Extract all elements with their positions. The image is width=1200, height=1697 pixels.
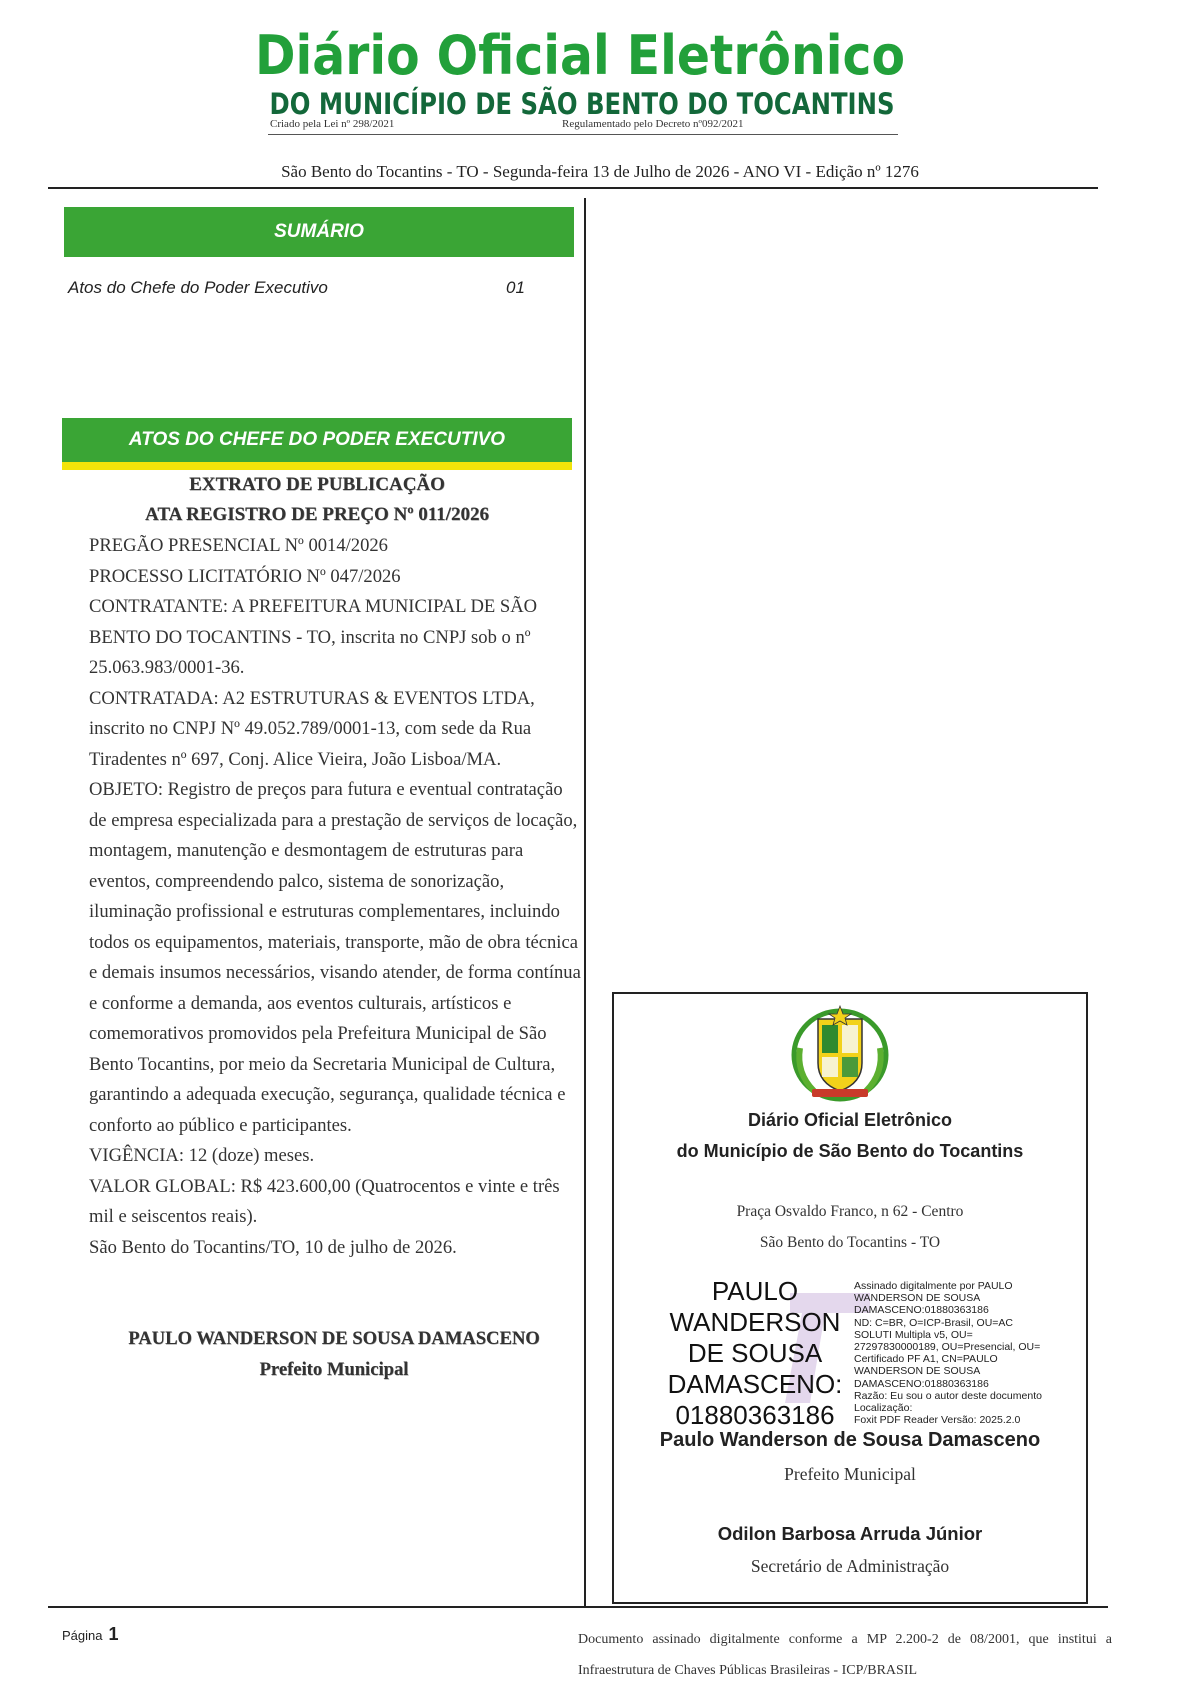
signature-detail-line: WANDERSON DE SOUSA bbox=[854, 1365, 981, 1378]
signature-detail-line: Localização: bbox=[854, 1402, 913, 1415]
signature-name-line: DAMASCENO: bbox=[667, 1369, 843, 1399]
box-address-line2: São Bento do Tocantins - TO bbox=[759, 1234, 941, 1251]
signature-detail-line: WANDERSON DE SOUSA bbox=[854, 1292, 981, 1305]
box-title-line2: do Município de São Bento do Tocantins bbox=[676, 1141, 1024, 1161]
svg-text:Diário Oficial Eletrônico: Diário Oficial Eletrônico bbox=[255, 24, 905, 87]
signature-name-line: DE SOUSA bbox=[687, 1338, 823, 1368]
signature-detail-line: Foxit PDF Reader Versão: 2025.2.0 bbox=[854, 1414, 1021, 1427]
pregao-line: PREGÃO PRESENCIAL Nº 0014/2026 bbox=[89, 535, 388, 556]
signature-detail-line: DAMASCENO:01880363186 bbox=[854, 1377, 989, 1390]
box-address-line1: Praça Osvaldo Franco, n 62 - Centro bbox=[736, 1203, 964, 1220]
signature-detail-line: Certificado PF A1, CN=PAULO bbox=[854, 1353, 998, 1366]
masthead-decree-note: Regulamentado pelo Decreto nº092/2021 bbox=[562, 118, 744, 130]
summary-heading: SUMÁRIO bbox=[64, 207, 574, 257]
masthead-title bbox=[250, 22, 910, 87]
contratante-paragraph: CONTRATANTE: A PREFEITURA MUNICIPAL DE SÃO BENTO DO TOCANTINS - TO, inscrita no CNPJ sob o nº 25.063.983/0001-36. bbox=[89, 596, 538, 678]
masthead-law-note: Criado pela Lei nº 298/2021 bbox=[270, 118, 395, 130]
footer-legal-note: Documento assinado digitalmente conforme a MP 2.200-2 de 08/2001, que institui a Infraestrutura de Chaves Públicas Brasileiras - ICP/BRASIL bbox=[578, 1632, 1112, 1678]
page-indicator bbox=[62, 1624, 119, 1645]
footer-divider bbox=[48, 1606, 1108, 1608]
secretary-name: Odilon Barbosa Arruda Júnior bbox=[717, 1523, 983, 1544]
valor-global-paragraph: VALOR GLOBAL: R$ 423.600,00 (Quatrocentos e vinte e três mil e seiscentos reais). bbox=[89, 1175, 560, 1227]
contratada-paragraph: CONTRATADA: A2 ESTRUTURAS & EVENTOS LTDA, inscrito no CNPJ Nº 49.052.789/0001-13, com sede da Rua Tiradentes nº 697, Conj. Alice Vieira, João Lisboa/MA. bbox=[89, 687, 535, 770]
section-heading-underline bbox=[62, 462, 572, 470]
signature-detail-line: 27297830000189, OU=Presencial, OU= bbox=[854, 1341, 1041, 1354]
edition-dateline: São Bento do Tocantins - TO - Segunda-feira 13 de Julho de 2026 - ANO VI - Edição nº 1276 bbox=[281, 162, 919, 181]
signature-detail-line: Assinado digitalmente por PAULO bbox=[854, 1280, 1013, 1292]
signature-name-line: 01880363186 bbox=[675, 1400, 835, 1430]
municipal-crest-icon bbox=[790, 1003, 890, 1103]
signer-name: PAULO WANDERSON DE SOUSA DAMASCENO bbox=[128, 1328, 540, 1349]
signature-detail-line: DAMASCENO:01880363186 bbox=[854, 1304, 989, 1317]
mayor-name: Paulo Wanderson de Sousa Damasceno bbox=[659, 1429, 1041, 1451]
signature-name-line: WANDERSON bbox=[669, 1307, 841, 1337]
ata-title: ATA REGISTRO DE PREÇO Nº 011/2026 bbox=[145, 504, 489, 525]
extract-body bbox=[89, 531, 581, 1263]
section-heading: ATOS DO CHEFE DO PODER EXECUTIVO bbox=[62, 418, 572, 462]
mayor-role: Prefeito Municipal bbox=[784, 1464, 916, 1484]
summary-item-page: 01 bbox=[506, 278, 525, 297]
masthead-subtitle bbox=[265, 84, 900, 122]
page-number: 1 bbox=[108, 1624, 119, 1644]
box-title-line1: Diário Oficial Eletrônico bbox=[747, 1110, 953, 1130]
extract-signature bbox=[62, 1323, 606, 1385]
extract-title: EXTRATO DE PUBLICAÇÃO bbox=[189, 474, 445, 495]
header-divider bbox=[48, 187, 1098, 189]
signer-role: Prefeito Municipal bbox=[259, 1359, 409, 1380]
masthead-rule bbox=[268, 134, 898, 135]
digital-signature-details bbox=[854, 1280, 1069, 1426]
page-label: Página bbox=[62, 1628, 103, 1643]
vigencia-line: VIGÊNCIA: 12 (doze) meses. bbox=[89, 1145, 315, 1166]
column-divider bbox=[584, 198, 586, 1606]
signature-detail-line: SOLUTI Multipla v5, OU= bbox=[854, 1328, 973, 1341]
digital-signature-name bbox=[640, 1276, 870, 1431]
objeto-paragraph: OBJETO: Registro de preços para futura e eventual contratação de empresa especializada para a prestação de serviços de locação, montagem, manutenção e desmontagem de estruturas para eventos, compreendendo palco, sistema de sonorização, iluminação profissional e estruturas complementares, incluindo todos os equipamentos, materiais, transporte, mão de obra técnica e demais insumos necessários, visando atender, de forma contínua e conforme a demanda, aos eventos culturais, artísticos e comemorativos promovidos pela Prefeitura Municipal de São Bento Tocantins, por meio da Secretaria Municipal de Cultura, garantindo a adequada execução, segurança, qualidade técnica e conforto ao público e participantes. bbox=[89, 779, 581, 1136]
place-date-line: São Bento do Tocantins/TO, 10 de julho de 2026. bbox=[89, 1236, 457, 1258]
secretary-role: Secretário de Administração bbox=[750, 1556, 950, 1576]
signature-name-line: PAULO bbox=[711, 1276, 799, 1306]
summary-item-label[interactable]: Atos do Chefe do Poder Executivo bbox=[68, 278, 328, 297]
svg-text:DO MUNICÍPIO DE SÃO BENTO DO T: DO MUNICÍPIO DE SÃO BENTO DO TOCANTINS bbox=[269, 87, 895, 121]
signature-detail-line: Razão: Eu sou o autor deste documento bbox=[854, 1389, 1042, 1402]
signature-detail-line: ND: C=BR, O=ICP-Brasil, OU=AC bbox=[854, 1316, 1013, 1329]
processo-line: PROCESSO LICITATÓRIO Nº 047/2026 bbox=[89, 565, 401, 587]
